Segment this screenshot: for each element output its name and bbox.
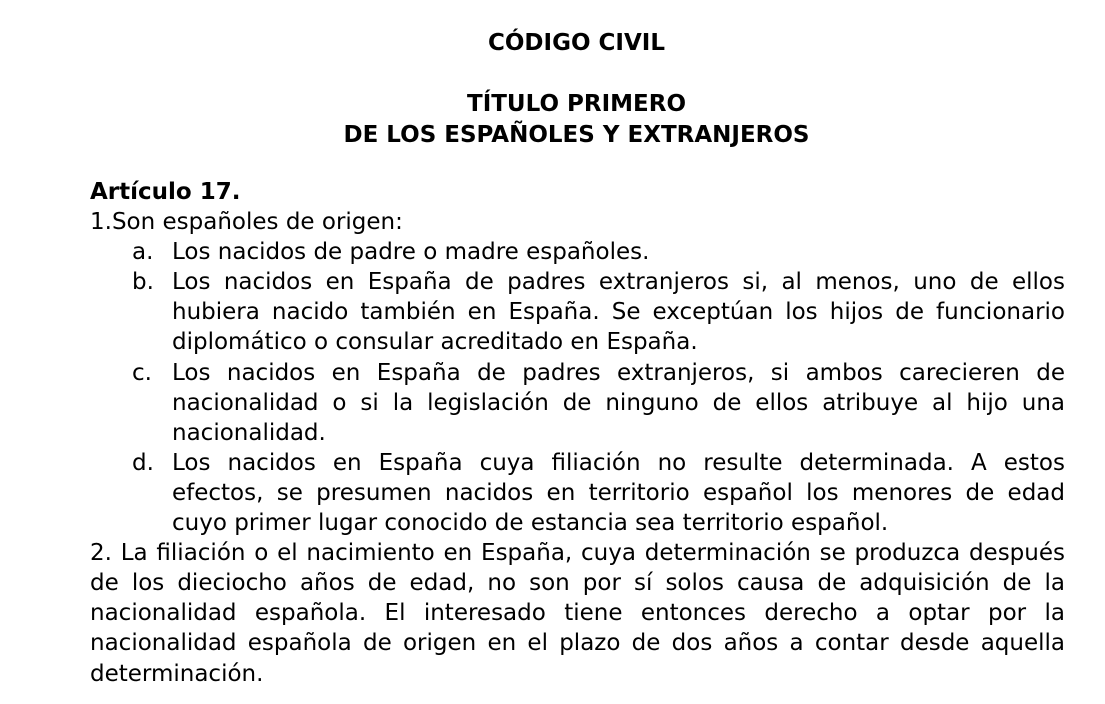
paragraph-1-intro: 1.Son españoles de origen: <box>90 209 403 236</box>
list-item <box>90 358 1065 448</box>
document-title: CÓDIGO CIVIL <box>488 30 665 56</box>
list-item-marker: b. <box>132 269 154 296</box>
article-heading: Artículo 17. <box>90 179 241 205</box>
list-item <box>90 267 1065 357</box>
list-item-text: Los nacidos en España de padres extranjeros si, al menos, uno de ellos hubiera nacido también en España. Se exceptúan los hijos de funcionario diplomático o consular acreditado en España. <box>172 269 1065 356</box>
list-item <box>90 237 1065 267</box>
list-item-text: Los nacidos de padre o madre españoles. <box>172 239 650 266</box>
list-item <box>90 448 1065 538</box>
title-subheading: DE LOS ESPAÑOLES Y EXTRANJEROS <box>343 122 810 148</box>
origin-list <box>90 237 1065 538</box>
list-item-marker: d. <box>132 449 154 476</box>
list-item-text: Los nacidos en España cuya filiación no resulte determinada. A estos efectos, se presumen nacidos en territorio español los menores de edad cuyo primer lugar conocido de estancia sea territorio español. <box>172 449 1065 537</box>
title-heading: TÍTULO PRIMERO <box>467 91 686 117</box>
article-17 <box>90 177 1065 689</box>
list-item-marker: a. <box>132 239 154 266</box>
list-item-text: Los nacidos en España de padres extranjeros, si ambos carecieren de nacionalidad o si la legislación de ninguno de ellos atribuye al hijo una nacionalidad. <box>172 359 1065 446</box>
list-item-marker: c. <box>132 359 152 386</box>
paragraph-2: 2. La filiación o el nacimiento en España, cuya determinación se produzca después de los dieciocho años de edad, no son por sí solos causa de adquisición de la nacionalidad española. El interesado tiene entonces derecho a optar por la nacionalidad española de origen en el plazo de dos años a contar desde aquella determinación. <box>90 540 1065 687</box>
